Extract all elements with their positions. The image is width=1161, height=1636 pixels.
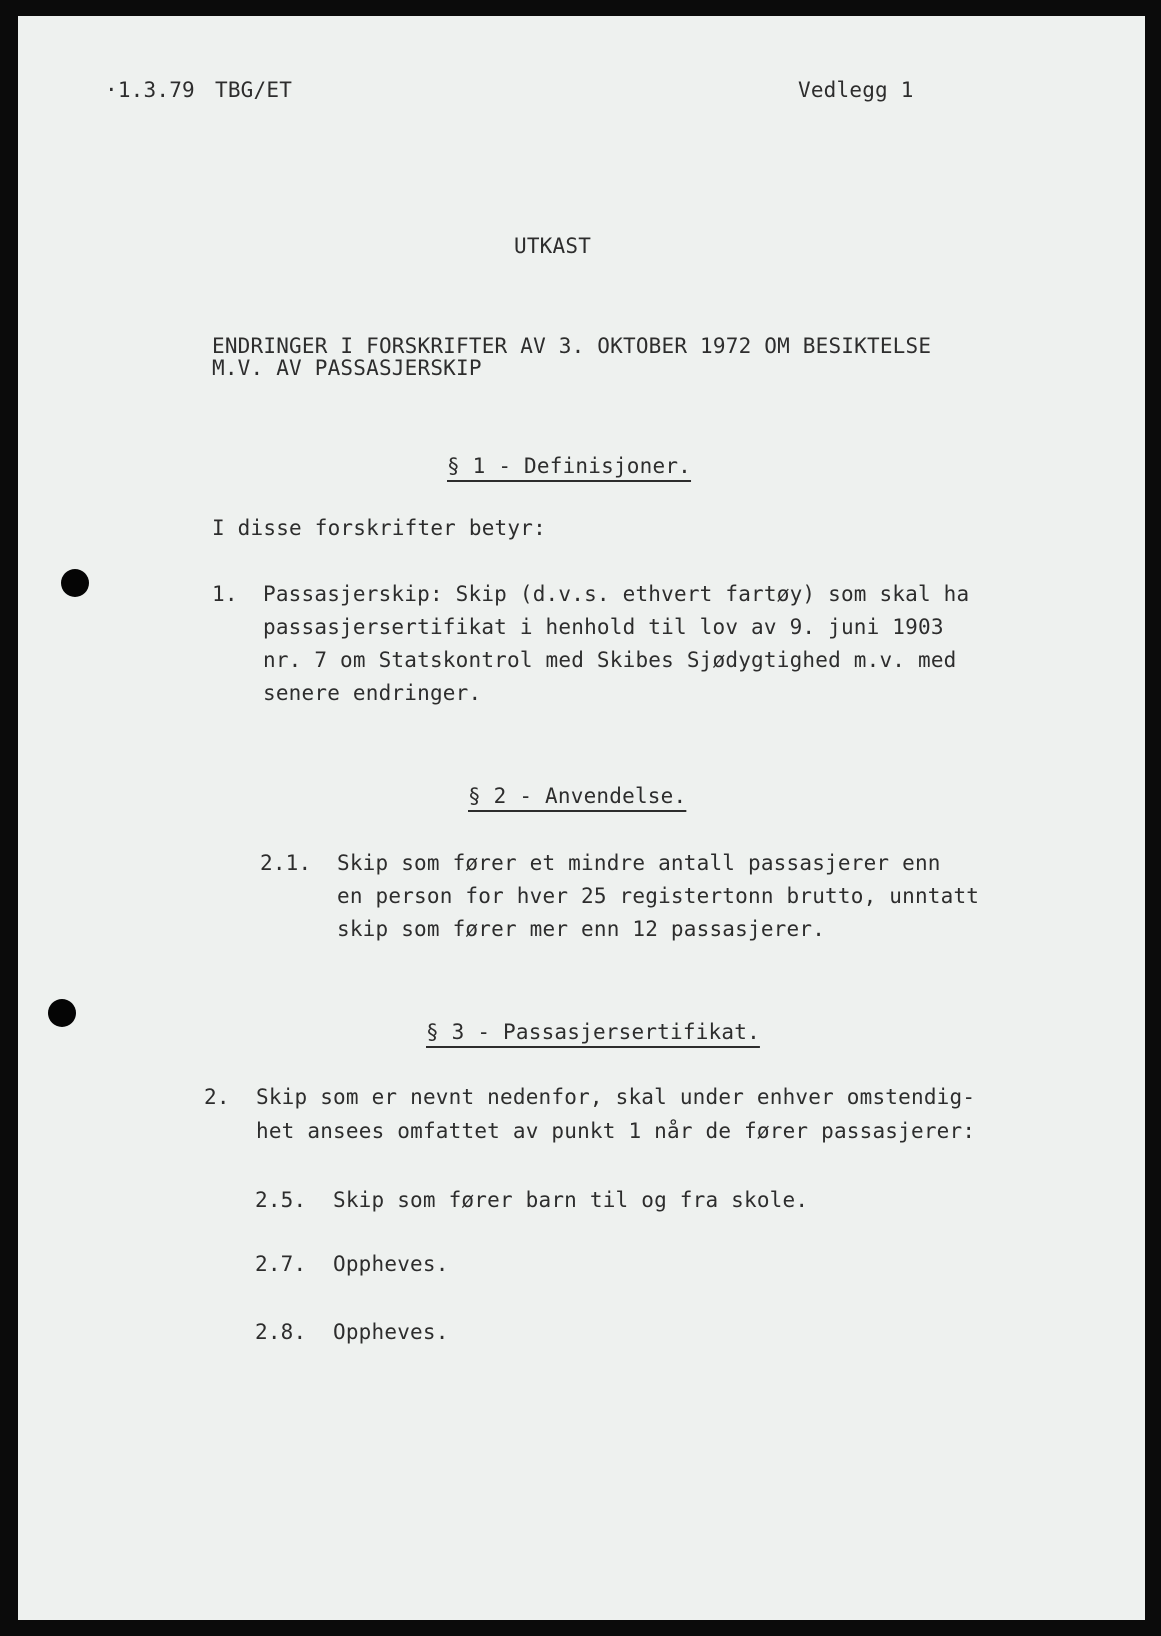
subitem-2-8-number: 2.8. bbox=[255, 1320, 307, 1344]
section-1-item-number: 1. bbox=[212, 582, 238, 606]
section-3-heading: § 3 - Passasjersertifikat. bbox=[426, 1020, 760, 1044]
subitem-2-7-number: 2.7. bbox=[255, 1252, 307, 1276]
section-1-item-line-3: nr. 7 om Statskontrol med Skibes Sjødygtighed m.v. med bbox=[263, 648, 957, 672]
section-2-item-line-3: skip som fører mer enn 12 passasjerer. bbox=[337, 917, 826, 941]
section-1-intro: I disse forskrifter betyr: bbox=[212, 516, 546, 540]
section-2-item-number: 2.1. bbox=[260, 851, 312, 875]
subitem-2-5-text: Skip som fører barn til og fra skole. bbox=[333, 1188, 809, 1212]
section-2-item-line-2: en person for hver 25 registertonn brutto, unntatt bbox=[337, 884, 980, 908]
punch-hole-upper bbox=[61, 569, 89, 597]
section-1-item-line-1: Passasjerskip: Skip (d.v.s. ethvert fartøy) som skal ha bbox=[263, 582, 970, 606]
header-initials: TBG/ET bbox=[215, 78, 293, 102]
document-title: UTKAST bbox=[514, 234, 592, 258]
subtitle-line-2: M.V. AV PASSASJERSKIP bbox=[212, 356, 482, 380]
section-1-item-line-2: passasjersertifikat i henhold til lov av 9. juni 1903 bbox=[263, 615, 944, 639]
section-3-item-line-2: het ansees omfattet av punkt 1 når de fører passasjerer: bbox=[256, 1119, 976, 1143]
subitem-2-5-number: 2.5. bbox=[255, 1188, 307, 1212]
section-2-item-line-1: Skip som fører et mindre antall passasjerer enn bbox=[337, 851, 941, 875]
punch-hole-lower bbox=[48, 999, 76, 1027]
header-attachment: Vedlegg 1 bbox=[798, 78, 914, 102]
subtitle-line-1: ENDRINGER I FORSKRIFTER AV 3. OKTOBER 1972 OM BESIKTELSE bbox=[212, 334, 932, 358]
header-date-ref: ·1.3.79 bbox=[105, 78, 195, 102]
subitem-2-7-text: Oppheves. bbox=[333, 1252, 449, 1276]
section-2-heading: § 2 - Anvendelse. bbox=[468, 784, 687, 808]
section-1-heading: § 1 - Definisjoner. bbox=[447, 454, 692, 478]
document-page bbox=[18, 16, 1145, 1620]
subitem-2-8-text: Oppheves. bbox=[333, 1320, 449, 1344]
section-3-item-number: 2. bbox=[204, 1085, 230, 1109]
section-3-item-line-1: Skip som er nevnt nedenfor, skal under enhver omstendig- bbox=[256, 1085, 976, 1109]
section-1-item-line-4: senere endringer. bbox=[263, 681, 482, 705]
